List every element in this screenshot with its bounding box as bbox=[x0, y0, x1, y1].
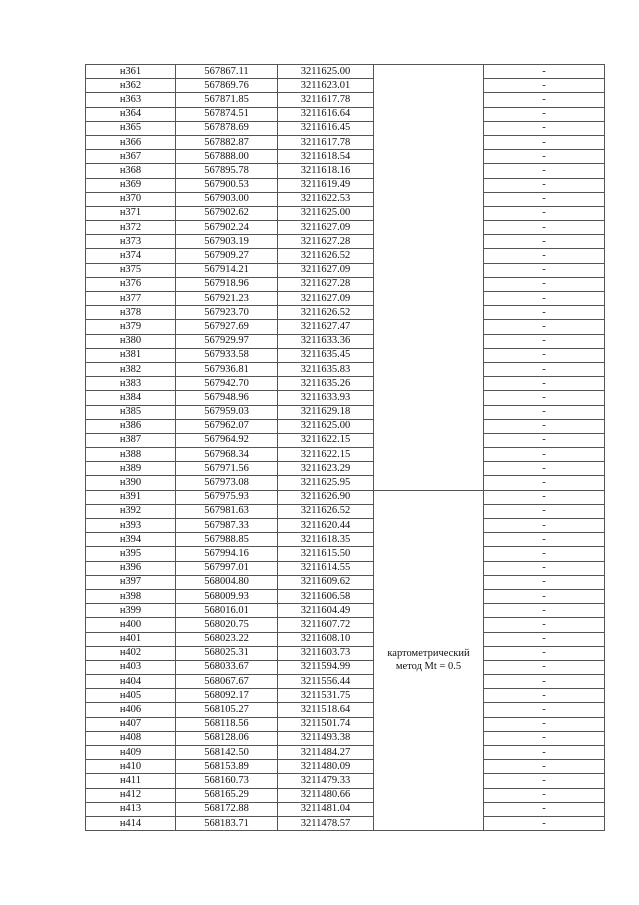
point-name-cell: н367 bbox=[86, 150, 176, 164]
x-coordinate-cell: 567962.07 bbox=[176, 419, 278, 433]
table-row bbox=[86, 646, 605, 660]
point-name-cell: н370 bbox=[86, 192, 176, 206]
table-row bbox=[86, 746, 605, 760]
y-coordinate-cell: 3211618.54 bbox=[278, 150, 374, 164]
y-coordinate-cell: 3211635.45 bbox=[278, 348, 374, 362]
y-coordinate-cell: 3211594.99 bbox=[278, 660, 374, 674]
description-cell: - bbox=[484, 221, 605, 235]
point-name-cell: н414 bbox=[86, 816, 176, 830]
y-coordinate-cell: 3211619.49 bbox=[278, 178, 374, 192]
x-coordinate-cell: 568160.73 bbox=[176, 774, 278, 788]
table-row bbox=[86, 433, 605, 447]
method-cell-empty bbox=[374, 65, 484, 491]
method-cell bbox=[374, 490, 484, 831]
point-name-cell: н402 bbox=[86, 646, 176, 660]
table-row bbox=[86, 362, 605, 376]
point-name-cell: н379 bbox=[86, 320, 176, 334]
x-coordinate-cell: 568033.67 bbox=[176, 660, 278, 674]
x-coordinate-cell: 568004.80 bbox=[176, 575, 278, 589]
y-coordinate-cell: 3211518.64 bbox=[278, 703, 374, 717]
x-coordinate-cell: 567909.27 bbox=[176, 249, 278, 263]
table-row bbox=[86, 618, 605, 632]
x-coordinate-cell: 568025.31 bbox=[176, 646, 278, 660]
y-coordinate-cell: 3211615.50 bbox=[278, 547, 374, 561]
table-row bbox=[86, 192, 605, 206]
y-coordinate-cell: 3211635.26 bbox=[278, 377, 374, 391]
table-row bbox=[86, 206, 605, 220]
table-row bbox=[86, 476, 605, 490]
point-name-cell: н363 bbox=[86, 93, 176, 107]
point-name-cell: н366 bbox=[86, 135, 176, 149]
description-cell: - bbox=[484, 717, 605, 731]
description-cell: - bbox=[484, 249, 605, 263]
point-name-cell: н382 bbox=[86, 362, 176, 376]
description-cell: - bbox=[484, 774, 605, 788]
x-coordinate-cell: 568105.27 bbox=[176, 703, 278, 717]
y-coordinate-cell: 3211609.62 bbox=[278, 575, 374, 589]
y-coordinate-cell: 3211617.78 bbox=[278, 93, 374, 107]
point-name-cell: н380 bbox=[86, 334, 176, 348]
y-coordinate-cell: 3211633.36 bbox=[278, 334, 374, 348]
description-cell: - bbox=[484, 519, 605, 533]
table-row bbox=[86, 377, 605, 391]
table-row bbox=[86, 419, 605, 433]
table-row bbox=[86, 802, 605, 816]
description-cell: - bbox=[484, 206, 605, 220]
x-coordinate-cell: 567869.76 bbox=[176, 79, 278, 93]
table-row bbox=[86, 263, 605, 277]
x-coordinate-cell: 567968.34 bbox=[176, 448, 278, 462]
x-coordinate-cell: 568020.75 bbox=[176, 618, 278, 632]
point-name-cell: н389 bbox=[86, 462, 176, 476]
x-coordinate-cell: 567895.78 bbox=[176, 164, 278, 178]
table-row bbox=[86, 448, 605, 462]
y-coordinate-cell: 3211484.27 bbox=[278, 746, 374, 760]
description-cell: - bbox=[484, 107, 605, 121]
table-row bbox=[86, 519, 605, 533]
table-row bbox=[86, 277, 605, 291]
y-coordinate-cell: 3211604.49 bbox=[278, 604, 374, 618]
table-row bbox=[86, 320, 605, 334]
y-coordinate-cell: 3211608.10 bbox=[278, 632, 374, 646]
description-cell: - bbox=[484, 362, 605, 376]
x-coordinate-cell: 567964.92 bbox=[176, 433, 278, 447]
description-cell: - bbox=[484, 703, 605, 717]
y-coordinate-cell: 3211481.04 bbox=[278, 802, 374, 816]
y-coordinate-cell: 3211622.15 bbox=[278, 433, 374, 447]
description-cell: - bbox=[484, 589, 605, 603]
description-cell: - bbox=[484, 490, 605, 504]
table-row bbox=[86, 575, 605, 589]
y-coordinate-cell: 3211556.44 bbox=[278, 675, 374, 689]
x-coordinate-cell: 567878.69 bbox=[176, 121, 278, 135]
table-row bbox=[86, 490, 605, 504]
description-cell: - bbox=[484, 292, 605, 306]
point-name-cell: н395 bbox=[86, 547, 176, 561]
table-row bbox=[86, 533, 605, 547]
y-coordinate-cell: 3211493.38 bbox=[278, 731, 374, 745]
description-cell: - bbox=[484, 277, 605, 291]
description-cell: - bbox=[484, 192, 605, 206]
x-coordinate-cell: 567927.69 bbox=[176, 320, 278, 334]
description-cell: - bbox=[484, 675, 605, 689]
point-name-cell: н403 bbox=[86, 660, 176, 674]
table-row bbox=[86, 292, 605, 306]
description-cell: - bbox=[484, 135, 605, 149]
description-cell: - bbox=[484, 391, 605, 405]
y-coordinate-cell: 3211627.28 bbox=[278, 235, 374, 249]
table-row bbox=[86, 249, 605, 263]
point-name-cell: н413 bbox=[86, 802, 176, 816]
point-name-cell: н368 bbox=[86, 164, 176, 178]
table-row bbox=[86, 675, 605, 689]
x-coordinate-cell: 568172.88 bbox=[176, 802, 278, 816]
method-name: картометрический bbox=[387, 648, 470, 660]
description-cell: - bbox=[484, 575, 605, 589]
point-name-cell: н387 bbox=[86, 433, 176, 447]
y-coordinate-cell: 3211625.00 bbox=[278, 65, 374, 79]
y-coordinate-cell: 3211629.18 bbox=[278, 405, 374, 419]
y-coordinate-cell: 3211625.00 bbox=[278, 419, 374, 433]
table-row bbox=[86, 561, 605, 575]
point-name-cell: н393 bbox=[86, 519, 176, 533]
x-coordinate-cell: 567882.87 bbox=[176, 135, 278, 149]
table-row bbox=[86, 788, 605, 802]
point-name-cell: н394 bbox=[86, 533, 176, 547]
point-name-cell: н374 bbox=[86, 249, 176, 263]
table-row bbox=[86, 405, 605, 419]
point-name-cell: н381 bbox=[86, 348, 176, 362]
x-coordinate-cell: 567929.97 bbox=[176, 334, 278, 348]
table-row bbox=[86, 660, 605, 674]
y-coordinate-cell: 3211627.09 bbox=[278, 292, 374, 306]
y-coordinate-cell: 3211616.64 bbox=[278, 107, 374, 121]
y-coordinate-cell: 3211623.29 bbox=[278, 462, 374, 476]
x-coordinate-cell: 568183.71 bbox=[176, 816, 278, 830]
description-cell: - bbox=[484, 405, 605, 419]
x-coordinate-cell: 568016.01 bbox=[176, 604, 278, 618]
point-name-cell: н390 bbox=[86, 476, 176, 490]
y-coordinate-cell: 3211625.95 bbox=[278, 476, 374, 490]
y-coordinate-cell: 3211626.52 bbox=[278, 504, 374, 518]
point-name-cell: н361 bbox=[86, 65, 176, 79]
point-name-cell: н375 bbox=[86, 263, 176, 277]
y-coordinate-cell: 3211607.72 bbox=[278, 618, 374, 632]
x-coordinate-cell: 568023.22 bbox=[176, 632, 278, 646]
point-name-cell: н407 bbox=[86, 717, 176, 731]
table-row bbox=[86, 79, 605, 93]
x-coordinate-cell: 567918.96 bbox=[176, 277, 278, 291]
description-cell: - bbox=[484, 320, 605, 334]
y-coordinate-cell: 3211614.55 bbox=[278, 561, 374, 575]
x-coordinate-cell: 567959.03 bbox=[176, 405, 278, 419]
description-cell: - bbox=[484, 802, 605, 816]
y-coordinate-cell: 3211627.47 bbox=[278, 320, 374, 334]
x-coordinate-cell: 567874.51 bbox=[176, 107, 278, 121]
description-cell: - bbox=[484, 79, 605, 93]
x-coordinate-cell: 567973.08 bbox=[176, 476, 278, 490]
table-row bbox=[86, 547, 605, 561]
x-coordinate-cell: 567914.21 bbox=[176, 263, 278, 277]
point-name-cell: н386 bbox=[86, 419, 176, 433]
description-cell: - bbox=[484, 150, 605, 164]
point-name-cell: н391 bbox=[86, 490, 176, 504]
x-coordinate-cell: 567988.85 bbox=[176, 533, 278, 547]
point-name-cell: н400 bbox=[86, 618, 176, 632]
table-row bbox=[86, 731, 605, 745]
x-coordinate-cell: 568165.29 bbox=[176, 788, 278, 802]
x-coordinate-cell: 567923.70 bbox=[176, 306, 278, 320]
y-coordinate-cell: 3211620.44 bbox=[278, 519, 374, 533]
point-name-cell: н376 bbox=[86, 277, 176, 291]
description-cell: - bbox=[484, 632, 605, 646]
x-coordinate-cell: 567871.85 bbox=[176, 93, 278, 107]
description-cell: - bbox=[484, 65, 605, 79]
description-cell: - bbox=[484, 731, 605, 745]
x-coordinate-cell: 567997.01 bbox=[176, 561, 278, 575]
table-row bbox=[86, 703, 605, 717]
description-cell: - bbox=[484, 263, 605, 277]
x-coordinate-cell: 568009.93 bbox=[176, 589, 278, 603]
description-cell: - bbox=[484, 561, 605, 575]
point-name-cell: н404 bbox=[86, 675, 176, 689]
description-cell: - bbox=[484, 476, 605, 490]
y-coordinate-cell: 3211627.09 bbox=[278, 221, 374, 235]
point-name-cell: н401 bbox=[86, 632, 176, 646]
description-cell: - bbox=[484, 646, 605, 660]
description-cell: - bbox=[484, 348, 605, 362]
y-coordinate-cell: 3211480.66 bbox=[278, 788, 374, 802]
description-cell: - bbox=[484, 462, 605, 476]
description-cell: - bbox=[484, 816, 605, 830]
table-row bbox=[86, 760, 605, 774]
table-row bbox=[86, 135, 605, 149]
description-cell: - bbox=[484, 178, 605, 192]
table-row bbox=[86, 306, 605, 320]
description-cell: - bbox=[484, 788, 605, 802]
y-coordinate-cell: 3211479.33 bbox=[278, 774, 374, 788]
table-row bbox=[86, 689, 605, 703]
method-accuracy: метод Mt = 0.5 bbox=[395, 661, 462, 673]
x-coordinate-cell: 567902.24 bbox=[176, 221, 278, 235]
description-cell: - bbox=[484, 504, 605, 518]
x-coordinate-cell: 568142.50 bbox=[176, 746, 278, 760]
point-name-cell: н364 bbox=[86, 107, 176, 121]
x-coordinate-cell: 567975.93 bbox=[176, 490, 278, 504]
y-coordinate-cell: 3211603.73 bbox=[278, 646, 374, 660]
table-row bbox=[86, 391, 605, 405]
description-cell: - bbox=[484, 448, 605, 462]
coordinates-table-body bbox=[86, 65, 605, 831]
x-coordinate-cell: 567867.11 bbox=[176, 65, 278, 79]
x-coordinate-cell: 568153.89 bbox=[176, 760, 278, 774]
table-row bbox=[86, 178, 605, 192]
x-coordinate-cell: 567933.58 bbox=[176, 348, 278, 362]
description-cell: - bbox=[484, 760, 605, 774]
y-coordinate-cell: 3211625.00 bbox=[278, 206, 374, 220]
description-cell: - bbox=[484, 93, 605, 107]
y-coordinate-cell: 3211627.09 bbox=[278, 263, 374, 277]
point-name-cell: н399 bbox=[86, 604, 176, 618]
point-name-cell: н397 bbox=[86, 575, 176, 589]
y-coordinate-cell: 3211617.78 bbox=[278, 135, 374, 149]
y-coordinate-cell: 3211627.28 bbox=[278, 277, 374, 291]
x-coordinate-cell: 567921.23 bbox=[176, 292, 278, 306]
point-name-cell: н388 bbox=[86, 448, 176, 462]
point-name-cell: н362 bbox=[86, 79, 176, 93]
point-name-cell: н411 bbox=[86, 774, 176, 788]
x-coordinate-cell: 567888.00 bbox=[176, 150, 278, 164]
table-row bbox=[86, 150, 605, 164]
y-coordinate-cell: 3211480.09 bbox=[278, 760, 374, 774]
table-row bbox=[86, 604, 605, 618]
point-name-cell: н406 bbox=[86, 703, 176, 717]
description-cell: - bbox=[484, 660, 605, 674]
x-coordinate-cell: 567948.96 bbox=[176, 391, 278, 405]
table-row bbox=[86, 348, 605, 362]
y-coordinate-cell: 3211626.52 bbox=[278, 306, 374, 320]
y-coordinate-cell: 3211606.58 bbox=[278, 589, 374, 603]
point-name-cell: н384 bbox=[86, 391, 176, 405]
y-coordinate-cell: 3211633.93 bbox=[278, 391, 374, 405]
description-cell: - bbox=[484, 547, 605, 561]
y-coordinate-cell: 3211626.90 bbox=[278, 490, 374, 504]
description-cell: - bbox=[484, 334, 605, 348]
y-coordinate-cell: 3211626.52 bbox=[278, 249, 374, 263]
table-row bbox=[86, 121, 605, 135]
point-name-cell: н398 bbox=[86, 589, 176, 603]
x-coordinate-cell: 568067.67 bbox=[176, 675, 278, 689]
y-coordinate-cell: 3211623.01 bbox=[278, 79, 374, 93]
x-coordinate-cell: 567903.00 bbox=[176, 192, 278, 206]
x-coordinate-cell: 567971.56 bbox=[176, 462, 278, 476]
point-name-cell: н372 bbox=[86, 221, 176, 235]
y-coordinate-cell: 3211531.75 bbox=[278, 689, 374, 703]
table-row bbox=[86, 65, 605, 79]
x-coordinate-cell: 567900.53 bbox=[176, 178, 278, 192]
description-cell: - bbox=[484, 689, 605, 703]
description-cell: - bbox=[484, 377, 605, 391]
table-row bbox=[86, 717, 605, 731]
point-name-cell: н369 bbox=[86, 178, 176, 192]
point-name-cell: н412 bbox=[86, 788, 176, 802]
description-cell: - bbox=[484, 164, 605, 178]
x-coordinate-cell: 567942.70 bbox=[176, 377, 278, 391]
point-name-cell: н396 bbox=[86, 561, 176, 575]
x-coordinate-cell: 567903.19 bbox=[176, 235, 278, 249]
table-row bbox=[86, 235, 605, 249]
y-coordinate-cell: 3211635.83 bbox=[278, 362, 374, 376]
y-coordinate-cell: 3211501.74 bbox=[278, 717, 374, 731]
table-row bbox=[86, 504, 605, 518]
point-name-cell: н377 bbox=[86, 292, 176, 306]
point-name-cell: н409 bbox=[86, 746, 176, 760]
x-coordinate-cell: 567981.63 bbox=[176, 504, 278, 518]
y-coordinate-cell: 3211478.57 bbox=[278, 816, 374, 830]
table-row bbox=[86, 462, 605, 476]
point-name-cell: н383 bbox=[86, 377, 176, 391]
x-coordinate-cell: 568092.17 bbox=[176, 689, 278, 703]
table-row bbox=[86, 221, 605, 235]
y-coordinate-cell: 3211618.35 bbox=[278, 533, 374, 547]
description-cell: - bbox=[484, 419, 605, 433]
point-name-cell: н410 bbox=[86, 760, 176, 774]
x-coordinate-cell: 567936.81 bbox=[176, 362, 278, 376]
x-coordinate-cell: 568128.06 bbox=[176, 731, 278, 745]
y-coordinate-cell: 3211616.45 bbox=[278, 121, 374, 135]
x-coordinate-cell: 567987.33 bbox=[176, 519, 278, 533]
y-coordinate-cell: 3211622.15 bbox=[278, 448, 374, 462]
description-cell: - bbox=[484, 604, 605, 618]
point-name-cell: н392 bbox=[86, 504, 176, 518]
y-coordinate-cell: 3211618.16 bbox=[278, 164, 374, 178]
table-row bbox=[86, 589, 605, 603]
description-cell: - bbox=[484, 618, 605, 632]
table-row bbox=[86, 107, 605, 121]
y-coordinate-cell: 3211622.53 bbox=[278, 192, 374, 206]
table-row bbox=[86, 816, 605, 830]
description-cell: - bbox=[484, 533, 605, 547]
point-name-cell: н365 bbox=[86, 121, 176, 135]
table-row bbox=[86, 93, 605, 107]
x-coordinate-cell: 568118.56 bbox=[176, 717, 278, 731]
description-cell: - bbox=[484, 235, 605, 249]
table-row bbox=[86, 164, 605, 178]
description-cell: - bbox=[484, 433, 605, 447]
point-name-cell: н408 bbox=[86, 731, 176, 745]
description-cell: - bbox=[484, 306, 605, 320]
description-cell: - bbox=[484, 121, 605, 135]
point-name-cell: н385 bbox=[86, 405, 176, 419]
x-coordinate-cell: 567994.16 bbox=[176, 547, 278, 561]
x-coordinate-cell: 567902.62 bbox=[176, 206, 278, 220]
point-name-cell: н405 bbox=[86, 689, 176, 703]
description-cell: - bbox=[484, 746, 605, 760]
point-name-cell: н378 bbox=[86, 306, 176, 320]
table-row bbox=[86, 632, 605, 646]
coordinates-table bbox=[85, 64, 605, 831]
table-row bbox=[86, 774, 605, 788]
table-row bbox=[86, 334, 605, 348]
point-name-cell: н373 bbox=[86, 235, 176, 249]
point-name-cell: н371 bbox=[86, 206, 176, 220]
